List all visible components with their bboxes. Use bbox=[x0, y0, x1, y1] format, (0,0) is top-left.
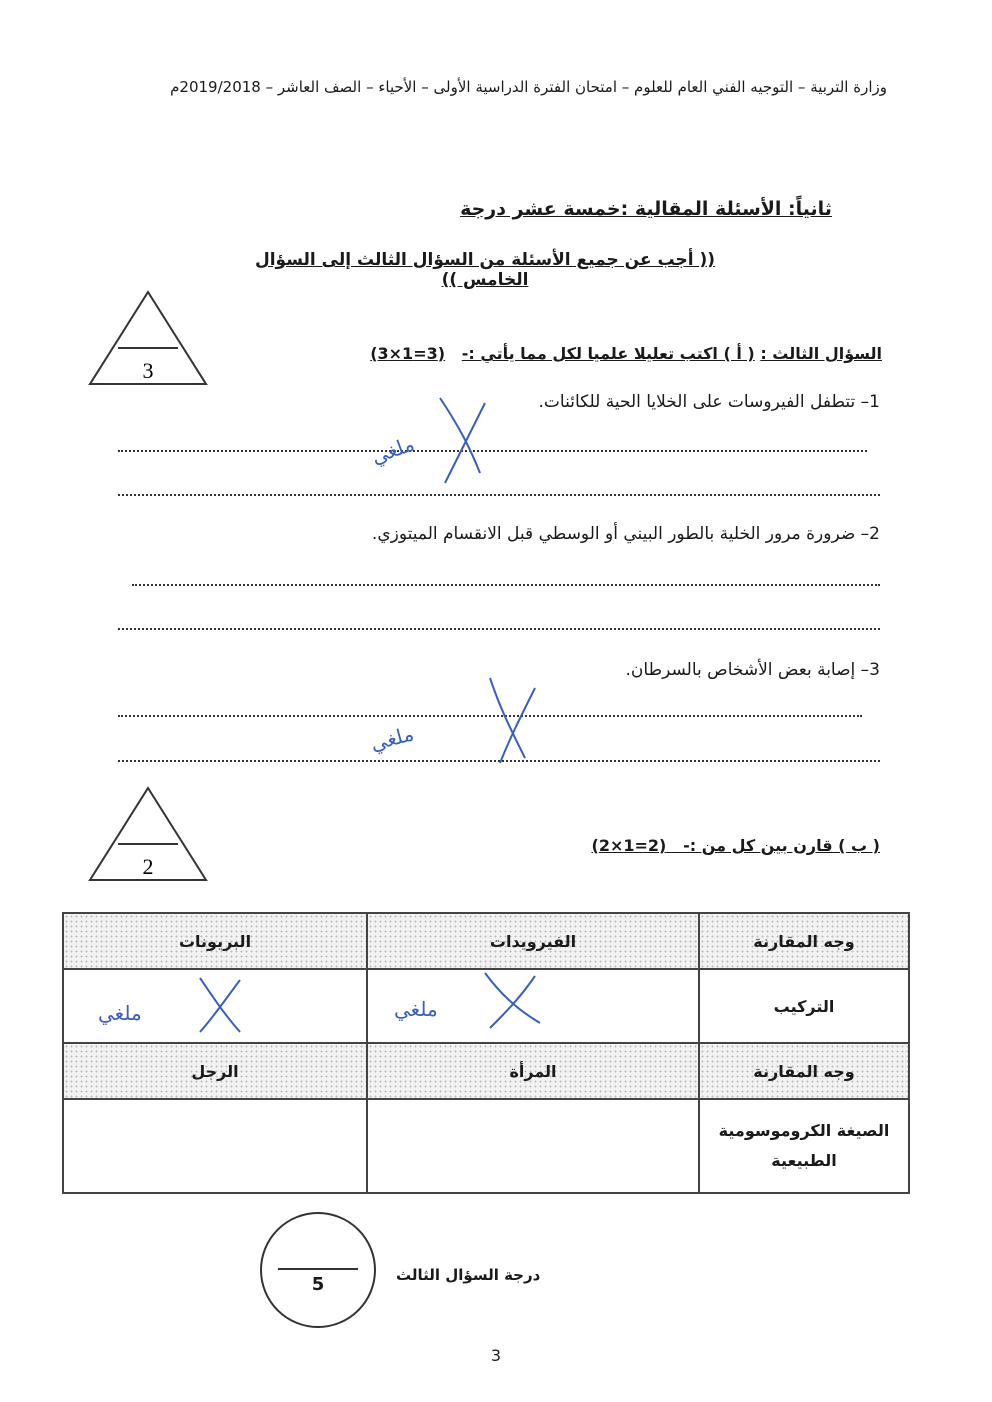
total-score-label: درجة السؤال الثالث bbox=[396, 1266, 541, 1284]
cancel-mark-2 bbox=[350, 668, 550, 768]
table-row-label: الصيغة الكروموسومية الطبيعية bbox=[699, 1099, 909, 1193]
question-item-3: 3– إصابة بعض الأشخاص بالسرطان. bbox=[625, 660, 880, 680]
question-item-2: 2– ضرورة مرور الخلية بالطور البيني أو الوسطي قبل الانقسام الميتوزي. bbox=[371, 524, 880, 544]
cancel-mark-1 bbox=[360, 388, 520, 488]
answer-line[interactable] bbox=[118, 626, 880, 630]
svg-text:ملغي: ملغي bbox=[368, 431, 418, 469]
answer-cell[interactable] bbox=[367, 1099, 699, 1193]
table-header-cell: الفيرويدات bbox=[367, 913, 699, 969]
score-triangle-a bbox=[88, 290, 208, 386]
table-header-cell: الرجل bbox=[63, 1043, 367, 1099]
answer-line[interactable] bbox=[132, 582, 880, 586]
table-header-cell: وجه المقارنة bbox=[699, 913, 909, 969]
svg-text:ملغي: ملغي bbox=[98, 1001, 142, 1025]
instructions: (( أجب عن جميع الأسئلة من السؤال الثالث إلى السؤال الخامس )) bbox=[254, 250, 716, 290]
question-item-1: 1– تتطفل الفيروسات على الخلايا الحية للكائنات. bbox=[538, 392, 880, 412]
svg-text:ملغي: ملغي bbox=[394, 997, 438, 1021]
score-b-value: 2 bbox=[142, 854, 154, 879]
cancel-mark-4 bbox=[390, 968, 560, 1038]
svg-text:ملغي: ملغي bbox=[367, 721, 417, 756]
total-score-value: 5 bbox=[311, 1274, 325, 1295]
comparison-table bbox=[62, 912, 910, 1194]
table-row-label: التركيب bbox=[699, 969, 909, 1043]
table-header-cell: البريونات bbox=[63, 913, 367, 969]
question-3-title: السؤال الثالث : ( أ ) اكتب تعليلا علميا لكل مما يأتي :- (3=1×3) bbox=[370, 344, 882, 363]
table-header-cell: وجه المقارنة bbox=[699, 1043, 909, 1099]
answer-line[interactable] bbox=[118, 492, 880, 496]
exam-header: وزارة التربية – التوجيه الفني العام للعلوم – امتحان الفترة الدراسية الأولى – الأحياء – الصف العاشر – 2019/2018م bbox=[170, 78, 887, 96]
cancel-mark-3 bbox=[90, 970, 260, 1040]
page-number: 3 bbox=[490, 1346, 502, 1365]
total-score-circle bbox=[260, 1212, 376, 1328]
question-3-part-b: ( ب ) قارن بين كل من :- (2=1×2) bbox=[591, 836, 880, 855]
score-triangle-b bbox=[88, 786, 208, 882]
score-a-value: 3 bbox=[142, 358, 154, 383]
section-title: ثانياً: الأسئلة المقالية :خمسة عشر درجة bbox=[460, 198, 832, 220]
answer-cell[interactable] bbox=[63, 1099, 367, 1193]
table-header-cell: المرأة bbox=[367, 1043, 699, 1099]
